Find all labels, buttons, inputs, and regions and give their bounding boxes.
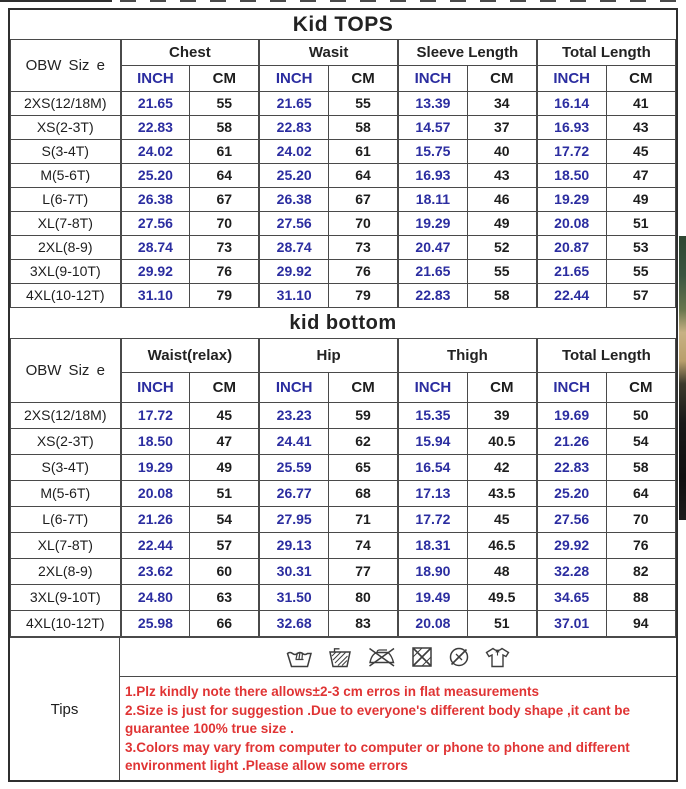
measurement-cell: 21.65 bbox=[259, 92, 328, 116]
tips-section bbox=[10, 637, 676, 780]
measurement-cell: 58 bbox=[329, 116, 398, 140]
measurement-cell: 83 bbox=[329, 611, 398, 637]
size-cell: S(3-4T) bbox=[11, 140, 121, 164]
measurement-cell: 64 bbox=[606, 481, 675, 507]
size-cell: 4XL(10-12T) bbox=[11, 284, 121, 308]
table-row bbox=[11, 164, 676, 188]
tip-note-3: 3.Colors may vary from computer to computer or phone to phone and different environment light .Please allow some errors bbox=[125, 739, 630, 773]
measurement-cell: 73 bbox=[190, 236, 259, 260]
measurement-cell: 80 bbox=[329, 585, 398, 611]
measurement-cell: 50 bbox=[606, 403, 675, 429]
table-row bbox=[11, 481, 676, 507]
table-row bbox=[11, 455, 676, 481]
group-header-thigh: Thigh bbox=[398, 339, 537, 373]
group-header-chest: Chest bbox=[121, 40, 260, 66]
table-row bbox=[11, 507, 676, 533]
measurement-cell: 40.5 bbox=[467, 429, 536, 455]
measurement-cell: 22.83 bbox=[259, 116, 328, 140]
measurement-cell: 46.5 bbox=[467, 533, 536, 559]
size-cell: M(5-6T) bbox=[11, 164, 121, 188]
measurement-cell: 19.29 bbox=[121, 455, 190, 481]
measurement-cell: 29.92 bbox=[259, 260, 328, 284]
size-cell: M(5-6T) bbox=[11, 481, 121, 507]
unit-header-cm: CM bbox=[467, 373, 536, 403]
size-cell: XL(7-8T) bbox=[11, 212, 121, 236]
size-cell: 2XS(12/18M) bbox=[11, 403, 121, 429]
table-row bbox=[11, 559, 676, 585]
group-header-row bbox=[11, 40, 676, 66]
measurement-cell: 39 bbox=[467, 403, 536, 429]
measurement-cell: 31.10 bbox=[259, 284, 328, 308]
measurement-cell: 58 bbox=[606, 455, 675, 481]
tips-body bbox=[120, 638, 676, 780]
measurement-cell: 17.72 bbox=[398, 507, 467, 533]
size-cell: XL(7-8T) bbox=[11, 533, 121, 559]
measurement-cell: 43 bbox=[467, 164, 536, 188]
measurement-cell: 21.26 bbox=[121, 507, 190, 533]
measurement-cell: 77 bbox=[329, 559, 398, 585]
measurement-cell: 24.02 bbox=[121, 140, 190, 164]
tips-notes bbox=[120, 677, 676, 780]
table-row bbox=[11, 429, 676, 455]
measurement-cell: 76 bbox=[190, 260, 259, 284]
size-cell: 3XL(9-10T) bbox=[11, 585, 121, 611]
unit-header-inch: INCH bbox=[121, 66, 190, 92]
measurement-cell: 25.20 bbox=[121, 164, 190, 188]
measurement-cell: 94 bbox=[606, 611, 675, 637]
measurement-cell: 27.56 bbox=[259, 212, 328, 236]
measurement-cell: 37 bbox=[467, 116, 536, 140]
measurement-cell: 43 bbox=[606, 116, 675, 140]
do-not-tumble-dry-icon bbox=[411, 646, 433, 668]
measurement-cell: 22.83 bbox=[121, 116, 190, 140]
size-cell: L(6-7T) bbox=[11, 188, 121, 212]
measurement-cell: 29.92 bbox=[537, 533, 606, 559]
chart-frame bbox=[8, 8, 678, 782]
measurement-cell: 16.93 bbox=[398, 164, 467, 188]
do-not-iron-icon bbox=[367, 646, 396, 668]
measurement-cell: 27.56 bbox=[537, 507, 606, 533]
measurement-cell: 30.31 bbox=[259, 559, 328, 585]
measurement-cell: 76 bbox=[329, 260, 398, 284]
unit-header-cm: CM bbox=[190, 66, 259, 92]
measurement-cell: 54 bbox=[606, 429, 675, 455]
measurement-cell: 67 bbox=[190, 188, 259, 212]
measurement-cell: 19.29 bbox=[398, 212, 467, 236]
table-row bbox=[11, 533, 676, 559]
measurement-cell: 79 bbox=[329, 284, 398, 308]
measurement-cell: 58 bbox=[467, 284, 536, 308]
group-header-hip: Hip bbox=[259, 339, 398, 373]
measurement-cell: 21.65 bbox=[121, 92, 190, 116]
unit-header-cm: CM bbox=[329, 66, 398, 92]
measurement-cell: 16.54 bbox=[398, 455, 467, 481]
measurement-cell: 28.74 bbox=[121, 236, 190, 260]
measurement-cell: 18.50 bbox=[121, 429, 190, 455]
table-row bbox=[11, 403, 676, 429]
size-cell: 2XL(8-9) bbox=[11, 559, 121, 585]
measurement-cell: 23.23 bbox=[259, 403, 328, 429]
top-crop-edge bbox=[0, 0, 686, 2]
table-row bbox=[11, 92, 676, 116]
measurement-cell: 22.44 bbox=[121, 533, 190, 559]
measurement-cell: 51 bbox=[190, 481, 259, 507]
measurement-cell: 73 bbox=[329, 236, 398, 260]
cropped-photo-edge bbox=[679, 236, 686, 520]
measurement-cell: 25.20 bbox=[537, 481, 606, 507]
unit-header-inch: INCH bbox=[537, 373, 606, 403]
measurement-cell: 28.74 bbox=[259, 236, 328, 260]
measurement-cell: 17.72 bbox=[537, 140, 606, 164]
measurement-cell: 55 bbox=[329, 92, 398, 116]
size-cell: 2XS(12/18M) bbox=[11, 92, 121, 116]
tops-title: Kid TOPS bbox=[292, 13, 394, 36]
measurement-cell: 45 bbox=[606, 140, 675, 164]
unit-header-cm: CM bbox=[190, 373, 259, 403]
group-header-waist-relax: Waist(relax) bbox=[121, 339, 260, 373]
measurement-cell: 62 bbox=[329, 429, 398, 455]
measurement-cell: 43.5 bbox=[467, 481, 536, 507]
group-header-total-length: Total Length bbox=[537, 339, 676, 373]
measurement-cell: 27.95 bbox=[259, 507, 328, 533]
unit-header-cm: CM bbox=[606, 66, 675, 92]
measurement-cell: 31.10 bbox=[121, 284, 190, 308]
measurement-cell: 18.90 bbox=[398, 559, 467, 585]
size-cell: S(3-4T) bbox=[11, 455, 121, 481]
measurement-cell: 20.08 bbox=[121, 481, 190, 507]
measurement-cell: 68 bbox=[329, 481, 398, 507]
measurement-cell: 47 bbox=[190, 429, 259, 455]
measurement-cell: 25.20 bbox=[259, 164, 328, 188]
measurement-cell: 22.83 bbox=[537, 455, 606, 481]
size-cell: XS(2-3T) bbox=[11, 116, 121, 140]
measurement-cell: 21.26 bbox=[537, 429, 606, 455]
measurement-cell: 16.14 bbox=[537, 92, 606, 116]
measurement-cell: 48 bbox=[467, 559, 536, 585]
care-icons-row bbox=[120, 638, 676, 677]
measurement-cell: 79 bbox=[190, 284, 259, 308]
measurement-cell: 58 bbox=[190, 116, 259, 140]
measurement-cell: 65 bbox=[329, 455, 398, 481]
measurement-cell: 17.13 bbox=[398, 481, 467, 507]
table-row bbox=[11, 140, 676, 164]
measurement-cell: 49 bbox=[606, 188, 675, 212]
unit-header-inch: INCH bbox=[121, 373, 190, 403]
group-header-row bbox=[11, 339, 676, 373]
measurement-cell: 22.83 bbox=[398, 284, 467, 308]
do-not-dry-clean-icon bbox=[448, 646, 470, 668]
measurement-cell: 60 bbox=[190, 559, 259, 585]
size-cell: XS(2-3T) bbox=[11, 429, 121, 455]
measurement-cell: 14.57 bbox=[398, 116, 467, 140]
measurement-cell: 82 bbox=[606, 559, 675, 585]
measurement-cell: 32.28 bbox=[537, 559, 606, 585]
measurement-cell: 55 bbox=[606, 260, 675, 284]
unit-header-cm: CM bbox=[329, 373, 398, 403]
size-cell: L(6-7T) bbox=[11, 507, 121, 533]
table-row bbox=[11, 188, 676, 212]
measurement-cell: 26.77 bbox=[259, 481, 328, 507]
measurement-cell: 52 bbox=[467, 236, 536, 260]
measurement-cell: 20.47 bbox=[398, 236, 467, 260]
table-row bbox=[11, 260, 676, 284]
measurement-cell: 24.41 bbox=[259, 429, 328, 455]
unit-header-inch: INCH bbox=[398, 66, 467, 92]
measurement-cell: 51 bbox=[606, 212, 675, 236]
measurement-cell: 70 bbox=[190, 212, 259, 236]
measurement-cell: 34 bbox=[467, 92, 536, 116]
measurement-cell: 57 bbox=[190, 533, 259, 559]
measurement-cell: 19.29 bbox=[537, 188, 606, 212]
measurement-cell: 51 bbox=[467, 611, 536, 637]
measurement-cell: 67 bbox=[329, 188, 398, 212]
group-header-sleeve-length: Sleeve Length bbox=[398, 40, 537, 66]
measurement-cell: 29.92 bbox=[121, 260, 190, 284]
measurement-cell: 26.38 bbox=[259, 188, 328, 212]
tip-note-2: 2.Size is just for suggestion .Due to everyone's different body shape ,it cant be guarantee 100% true size . bbox=[125, 702, 631, 736]
measurement-cell: 26.38 bbox=[121, 188, 190, 212]
measurement-cell: 49.5 bbox=[467, 585, 536, 611]
measurement-cell: 21.65 bbox=[398, 260, 467, 284]
measurement-cell: 15.75 bbox=[398, 140, 467, 164]
measurement-cell: 42 bbox=[467, 455, 536, 481]
measurement-cell: 70 bbox=[606, 507, 675, 533]
machine-wash-icon bbox=[328, 646, 352, 668]
measurement-cell: 29.13 bbox=[259, 533, 328, 559]
measurement-cell: 25.59 bbox=[259, 455, 328, 481]
measurement-cell: 49 bbox=[467, 212, 536, 236]
tops-table bbox=[10, 39, 676, 308]
measurement-cell: 19.69 bbox=[537, 403, 606, 429]
measurement-cell: 88 bbox=[606, 585, 675, 611]
measurement-cell: 20.08 bbox=[398, 611, 467, 637]
measurement-cell: 57 bbox=[606, 284, 675, 308]
measurement-cell: 71 bbox=[329, 507, 398, 533]
bottoms-table bbox=[10, 338, 676, 637]
measurement-cell: 27.56 bbox=[121, 212, 190, 236]
size-column-header: OBW Siz e bbox=[11, 40, 121, 92]
measurement-cell: 63 bbox=[190, 585, 259, 611]
measurement-cell: 46 bbox=[467, 188, 536, 212]
measurement-cell: 22.44 bbox=[537, 284, 606, 308]
measurement-cell: 55 bbox=[467, 260, 536, 284]
measurement-cell: 59 bbox=[329, 403, 398, 429]
unit-header-inch: INCH bbox=[259, 66, 328, 92]
measurement-cell: 53 bbox=[606, 236, 675, 260]
measurement-cell: 47 bbox=[606, 164, 675, 188]
measurement-cell: 15.94 bbox=[398, 429, 467, 455]
unit-header-inch: INCH bbox=[259, 373, 328, 403]
size-cell: 4XL(10-12T) bbox=[11, 611, 121, 637]
table-row bbox=[11, 611, 676, 637]
measurement-cell: 18.11 bbox=[398, 188, 467, 212]
table-row bbox=[11, 116, 676, 140]
measurement-cell: 19.49 bbox=[398, 585, 467, 611]
measurement-cell: 18.50 bbox=[537, 164, 606, 188]
measurement-cell: 54 bbox=[190, 507, 259, 533]
measurement-cell: 76 bbox=[606, 533, 675, 559]
table-row bbox=[11, 212, 676, 236]
measurement-cell: 74 bbox=[329, 533, 398, 559]
measurement-cell: 41 bbox=[606, 92, 675, 116]
measurement-cell: 55 bbox=[190, 92, 259, 116]
measurement-cell: 18.31 bbox=[398, 533, 467, 559]
measurement-cell: 49 bbox=[190, 455, 259, 481]
measurement-cell: 32.68 bbox=[259, 611, 328, 637]
measurement-cell: 15.35 bbox=[398, 403, 467, 429]
measurement-cell: 25.98 bbox=[121, 611, 190, 637]
measurement-cell: 61 bbox=[190, 140, 259, 164]
unit-header-cm: CM bbox=[606, 373, 675, 403]
size-cell: 2XL(8-9) bbox=[11, 236, 121, 260]
group-header-total-length: Total Length bbox=[537, 40, 676, 66]
unit-header-inch: INCH bbox=[398, 373, 467, 403]
tips-label: Tips bbox=[10, 638, 120, 780]
table-row bbox=[11, 284, 676, 308]
measurement-cell: 40 bbox=[467, 140, 536, 164]
t-shirt-icon bbox=[485, 646, 510, 668]
measurement-cell: 66 bbox=[190, 611, 259, 637]
measurement-cell: 64 bbox=[329, 164, 398, 188]
measurement-cell: 17.72 bbox=[121, 403, 190, 429]
tip-note-1: 1.Plz kindly note there allows±2-3 cm erros in flat measurements bbox=[125, 684, 540, 699]
measurement-cell: 20.08 bbox=[537, 212, 606, 236]
measurement-cell: 45 bbox=[190, 403, 259, 429]
measurement-cell: 21.65 bbox=[537, 260, 606, 284]
measurement-cell: 34.65 bbox=[537, 585, 606, 611]
measurement-cell: 23.62 bbox=[121, 559, 190, 585]
measurement-cell: 70 bbox=[329, 212, 398, 236]
size-column-header: OBW Siz e bbox=[11, 339, 121, 403]
measurement-cell: 37.01 bbox=[537, 611, 606, 637]
unit-header-cm: CM bbox=[467, 66, 536, 92]
table-row bbox=[11, 236, 676, 260]
measurement-cell: 24.80 bbox=[121, 585, 190, 611]
measurement-cell: 16.93 bbox=[537, 116, 606, 140]
size-cell: 3XL(9-10T) bbox=[11, 260, 121, 284]
measurement-cell: 24.02 bbox=[259, 140, 328, 164]
unit-header-inch: INCH bbox=[537, 66, 606, 92]
measurement-cell: 45 bbox=[467, 507, 536, 533]
hand-wash-icon bbox=[286, 646, 313, 668]
measurement-cell: 31.50 bbox=[259, 585, 328, 611]
measurement-cell: 64 bbox=[190, 164, 259, 188]
measurement-cell: 61 bbox=[329, 140, 398, 164]
measurement-cell: 20.87 bbox=[537, 236, 606, 260]
table-row bbox=[11, 585, 676, 611]
bottoms-title: kid bottom bbox=[289, 312, 397, 334]
group-header-waist: Wasit bbox=[259, 40, 398, 66]
measurement-cell: 13.39 bbox=[398, 92, 467, 116]
